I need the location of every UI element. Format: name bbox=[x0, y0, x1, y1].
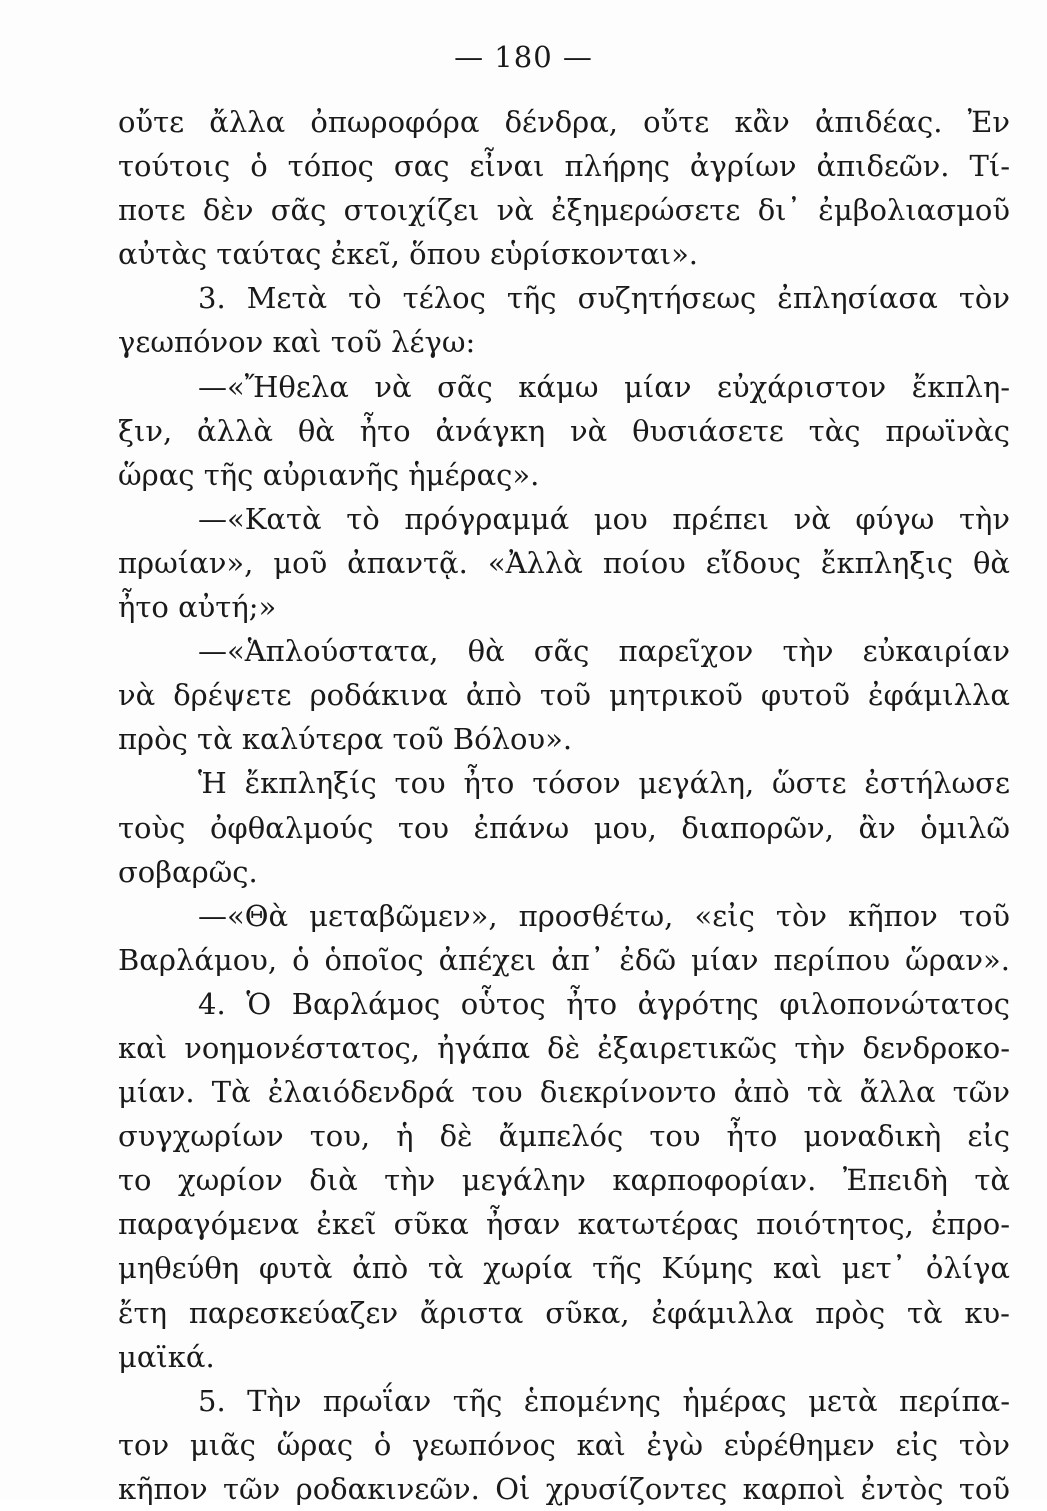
text-line: 4. Ὁ Βαρλάμος οὗτος ἦτο ἀγρότης φιλοπονώτατος bbox=[198, 986, 1010, 1021]
text-line: Βαρλάμου, ὁ ὁποῖος ἀπέχει ἀπ᾽ ἐδῶ μίαν περίπου ὥραν». bbox=[118, 942, 1010, 977]
text-line: —«Ἤθελα νὰ σᾶς κάμω μίαν εὐχάριστον ἔκπλη- bbox=[198, 369, 1010, 404]
text-line: παραγόμενα ἐκεῖ σῦκα ἦσαν κατωτέρας ποιότητος, ἐπρο- bbox=[118, 1207, 1010, 1242]
body-text bbox=[118, 100, 1010, 1511]
text-line: πρὸς τὰ καλύτερα τοῦ Βόλου». bbox=[118, 722, 573, 757]
text-line: καὶ νοημονέστατος, ἠγάπα δὲ ἐξαιρετικῶς τὴν δενδροκο- bbox=[118, 1030, 1010, 1065]
text-line: οὔτε ἄλλα ὀπωροφόρα δένδρα, οὔτε κἂν ἀπιδέας. Ἐν bbox=[118, 105, 1010, 139]
text-line: τον μιᾶς ὥρας ὁ γεωπόνος καὶ ἐγὼ εὑρέθημεν εἰς τὸν bbox=[118, 1427, 1010, 1462]
text-line: μαϊκά. bbox=[118, 1339, 215, 1374]
text-line: ἔτη παρεσκεύαζεν ἄριστα σῦκα, ἐφάμιλλα πρὸς τὰ κυ- bbox=[118, 1295, 1010, 1330]
text-line: μίαν. Τὰ ἐλαιόδενδρά του διεκρίνοντο ἀπὸ τὰ ἄλλα τῶν bbox=[118, 1075, 1010, 1110]
text-line: το χωρίον διὰ τὴν μεγάλην καρποφορίαν. Ἐπειδὴ τὰ bbox=[118, 1163, 1010, 1198]
text-line: ἦτο αὐτή;» bbox=[118, 590, 277, 625]
text-line: —«Κατὰ τὸ πρόγραμμά μου πρέπει νὰ φύγω τὴν bbox=[198, 501, 1010, 536]
text-line: κῆπον τῶν ροδακινεῶν. Οἱ χρυσίζοντες καρποὶ ἐντὸς τοῦ bbox=[118, 1471, 1010, 1506]
text-line: ποτε δὲν σᾶς στοιχίζει νὰ ἐξημερώσετε δι᾽ ἐμβολιασμοῦ bbox=[118, 193, 1010, 228]
text-line: συγχωρίων του, ἡ δὲ ἄμπελός του ἦτο μοναδικὴ εἰς bbox=[118, 1119, 1010, 1154]
page-number: — 180 — bbox=[454, 40, 593, 74]
text-line: πρωίαν», μοῦ ἀπαντᾷ. «Ἀλλὰ ποίου εἴδους ἔκπληξις θὰ bbox=[118, 545, 1010, 580]
text-line: τούτοις ὁ τόπος σας εἶναι πλήρης ἀγρίων ἀπιδεῶν. Τί- bbox=[118, 149, 1010, 184]
text-line: Ἡ ἔκπληξίς του ἦτο τόσον μεγάλη, ὥστε ἐστήλωσε bbox=[198, 766, 1010, 801]
text-line: αὐτὰς ταύτας ἐκεῖ, ὅπου εὑρίσκονται». bbox=[118, 237, 699, 272]
text-line: —«Ἁπλούστατα, θὰ σᾶς παρεῖχον τὴν εὐκαιρίαν bbox=[198, 634, 1010, 669]
text-line: —«Θὰ μεταβῶμεν», προσθέτω, «εἰς τὸν κῆπον τοῦ bbox=[198, 898, 1010, 933]
text-line: γεωπόνον καὶ τοῦ λέγω: bbox=[118, 325, 476, 360]
text-line: ξιν, ἀλλὰ θὰ ἦτο ἀνάγκη νὰ θυσιάσετε τὰς πρωϊνὰς bbox=[118, 413, 1010, 448]
text-line: τοὺς ὀφθαλμούς του ἐπάνω μου, διαπορῶν, ἂν ὁμιλῶ bbox=[118, 810, 1010, 845]
text-line: σοβαρῶς. bbox=[118, 854, 258, 889]
text-line: μηθεύθη φυτὰ ἀπὸ τὰ χωρία τῆς Κύμης καὶ μετ᾽ ὀλίγα bbox=[118, 1251, 1010, 1286]
text-line: 3. Μετὰ τὸ τέλος τῆς συζητήσεως ἐπλησίασα τὸν bbox=[198, 281, 1010, 316]
text-line: ὥρας τῆς αὐριανῆς ἡμέρας». bbox=[118, 457, 540, 492]
text-line: 5. Τὴν πρωΐαν τῆς ἑπομένης ἡμέρας μετὰ περίπα- bbox=[198, 1383, 1010, 1418]
text-line: νὰ δρέψετε ροδάκινα ἀπὸ τοῦ μητρικοῦ φυτοῦ ἐφάμιλλα bbox=[118, 678, 1010, 713]
